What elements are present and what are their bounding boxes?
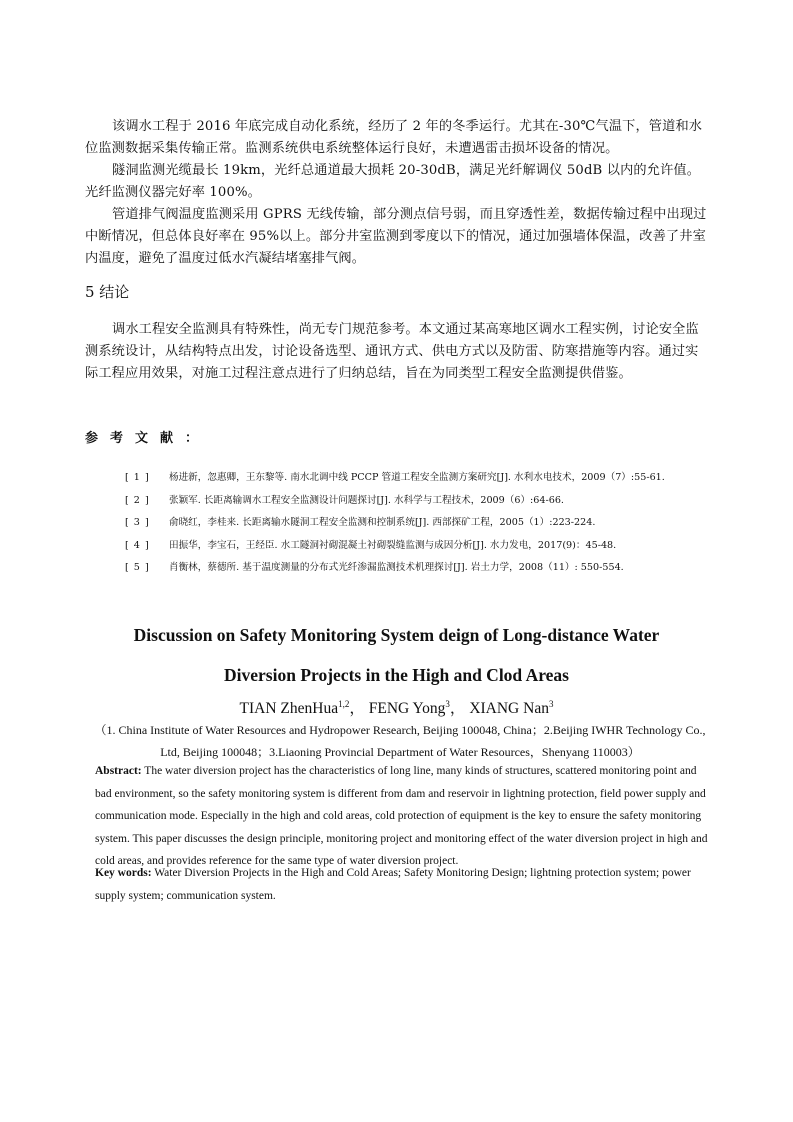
author-affiliation-marker: 1,2 — [338, 699, 350, 709]
abstract-text: The water diversion project has the characteristics of long line, many kinds of structures, scattered monitoring point and bad environment, so the safety monitoring system is different from dam and reservoir in lightning protection, field power supply and communication mode. Especially in the high and cold areas, cold protection of equipment is the key to ensure the safety monitoring system. This paper discusses the design principle, monitoring project and monitoring effect of the water diversion project in high and cold areas, and provides reference for the same type of water diversion project. — [95, 765, 708, 867]
english-keywords — [95, 862, 710, 907]
conclusion-section — [85, 319, 711, 385]
author-separator: ， — [449, 700, 466, 717]
author-affiliation-marker: 3 — [548, 699, 554, 709]
author-affiliation-marker: 3 — [445, 699, 450, 709]
abstract-label: Abstract: — [95, 765, 142, 777]
reference-item — [125, 467, 745, 490]
english-authors — [40, 694, 753, 719]
conclusion-paragraph: 调水工程安全监测具有特殊性，尚无专门规范参考。本文通过某高寒地区调水工程实例，讨论安全监测系统设计，从结构特点出发，讨论设备选型、通讯方式、供电方式以及防雷、防寒措施等内容。通过实际工程应用效果，对施工过程注意点进行了归纳总结，旨在为同类型工程安全监测提供借鉴。 — [85, 322, 699, 381]
english-affiliations: （1. China Institute of Water Resources and Hydropower Research, Beijing 100048, China；2.Beijing IWHR Technology Co., Ltd, Beijing 100048；3.Liaoning Provincial Department of Water Resources，Shenyang 110003） — [94, 723, 706, 759]
reference-item — [125, 512, 745, 535]
reference-item — [125, 535, 745, 558]
body-paragraph: 管道排气阀温度监测采用 GPRS 无线传输，部分测点信号弱，而且穿透性差，数据传输过程中出现过中断情况，但总体良好率在 95%以上。部分井室监测到零度以下的情况，通过加强墙体保温，改善了井室内温度，避免了温度过低水汽凝结堵塞排气阀。 — [85, 207, 707, 266]
author-name: TIAN ZhenHua — [239, 700, 339, 717]
author-separator: ， — [349, 700, 365, 717]
keywords-label: Key words: — [95, 867, 152, 879]
results-section — [85, 116, 711, 270]
english-abstract — [95, 760, 710, 873]
reference-number: [ 2 ] — [125, 494, 150, 506]
reference-text: 肖衡林，蔡德所. 基于温度测量的分布式光纤渗漏监测技术机理探讨[J]. 岩土力学，2008（11）: 550-554. — [169, 562, 624, 573]
reference-text: 杨进新，忽惠卿，王东黎等. 南水北调中线 PCCP 管道工程安全监测方案研究[J]. 水利水电技术，2009（7）:55-61. — [169, 472, 665, 483]
reference-text: 张颖军. 长距离输调水工程安全监测设计问题探讨[J]. 水科学与工程技术，2009（6）:64-66. — [169, 494, 564, 506]
body-paragraph: 该调水工程于 2016 年底完成自动化系统，经历了 2 年的冬季运行。尤其在-30℃气温下，管道和水位监测数据采集传输正常。监测系统供电系统整体运行良好，未遭遇雷击损坏设备的情况。 — [85, 119, 703, 156]
reference-item — [125, 557, 745, 580]
reference-number: [ 4 ] — [125, 539, 150, 551]
references-heading: 参考文献： — [85, 431, 211, 446]
reference-item — [125, 490, 745, 513]
references-list — [125, 467, 745, 580]
reference-text: 田振华，李宝石，王经臣. 水工隧洞衬砌混凝土衬砌裂缝监测与成因分析[J]. 水力发电，2017(9)：45-48. — [169, 539, 617, 551]
body-paragraph: 隧洞监测光缆最长 19km，光纤总通道最大损耗 20-30dB，满足光纤解调仪 50dB 以内的允许值。光纤监测仪器完好率 100%。 — [85, 163, 701, 200]
reference-text: 俞晓红，李桂来. 长距离输水隧洞工程安全监测和控制系统[J]. 西部探矿工程，2005（1）:223-224. — [169, 517, 596, 528]
english-title-line-2: Diversion Projects in the High and Clod Areas — [224, 665, 569, 685]
keywords-text: Water Diversion Projects in the High and Cold Areas; Safety Monitoring Design; lightning protection system; power supply system; communication system. — [95, 867, 691, 902]
reference-number: [ 3 ] — [125, 517, 150, 528]
author-name: XIANG Nan — [469, 700, 549, 717]
reference-number: [ 1 ] — [125, 472, 150, 483]
author-name: FENG Yong — [368, 700, 446, 717]
reference-number: [ 5 ] — [125, 562, 150, 573]
english-title-line-1: Discussion on Safety Monitoring System deign of Long-distance Water — [133, 625, 660, 645]
conclusion-heading: 5 结论 — [85, 283, 130, 301]
